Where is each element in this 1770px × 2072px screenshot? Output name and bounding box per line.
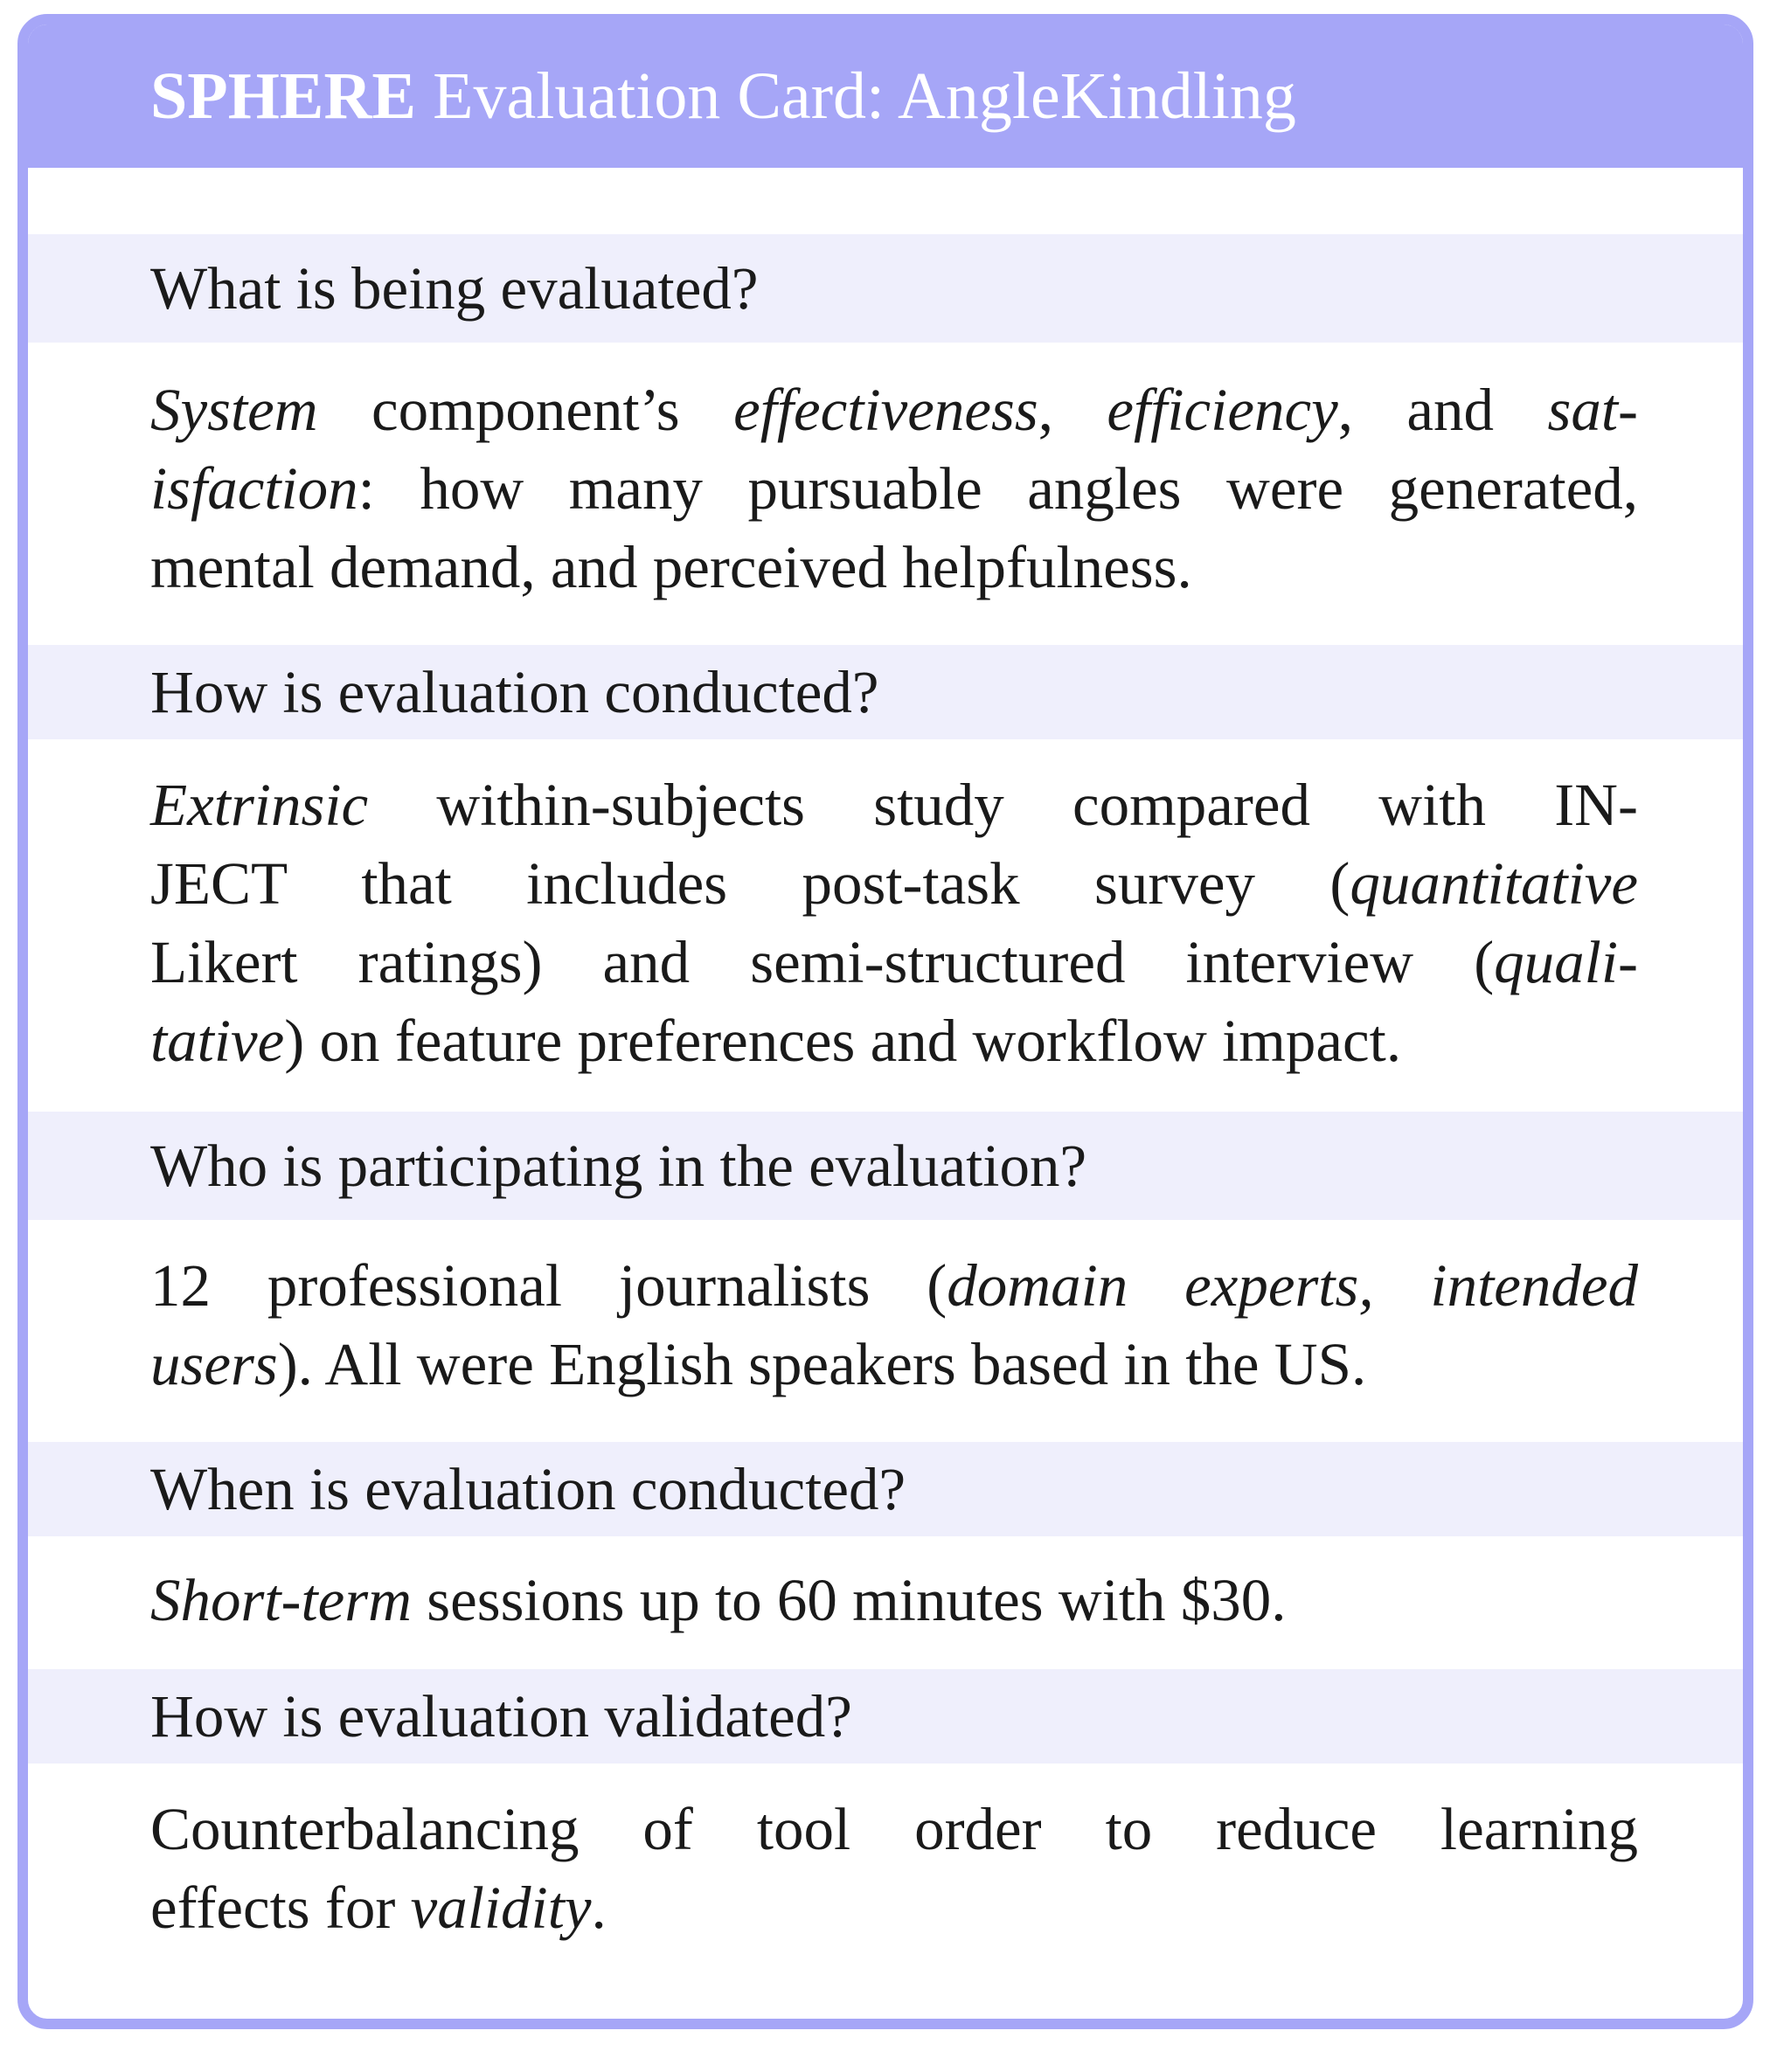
answer-emphasis: effectiveness <box>733 377 1038 443</box>
answer-text: within-subjects study compared with IN- <box>368 772 1638 838</box>
answer-text: component’s <box>317 377 734 443</box>
question-how-conducted: How is evaluation conducted? <box>28 645 1743 739</box>
answer-text: effects for <box>150 1875 411 1941</box>
answer-text: mental demand, and perceived helpfulness. <box>150 534 1192 600</box>
answer-how-conducted <box>28 739 1743 1112</box>
answer-line <box>150 371 1638 449</box>
answer-line <box>150 1325 1638 1403</box>
answer-line <box>150 766 1638 844</box>
question-what: What is being evaluated? <box>28 234 1743 343</box>
evaluation-card <box>17 14 1753 2029</box>
card-title-text: Evaluation Card: AngleKindling <box>416 59 1296 133</box>
answer-emphasis: validity <box>410 1875 592 1941</box>
answer-line <box>150 1790 1638 1868</box>
answer-line <box>150 1001 1638 1080</box>
answer-emphasis: System <box>150 377 318 443</box>
answer-emphasis: quantitative <box>1350 850 1638 917</box>
answer-emphasis: sat- <box>1547 377 1638 443</box>
answer-when <box>28 1536 1743 1669</box>
answer-text: Counterbalancing of tool order to reduce learning <box>150 1796 1638 1862</box>
question-who: Who is participating in the evaluation? <box>28 1112 1743 1220</box>
answer-text: JECT that includes post-task survey ( <box>150 850 1350 917</box>
answer-text: : how many pursuable angles were generated, <box>357 455 1638 522</box>
answer-emphasis: isfaction <box>150 455 358 522</box>
answer-how-validated <box>28 1764 1743 1982</box>
answer-text: , and <box>1337 377 1548 443</box>
answer-emphasis: tative <box>150 1008 285 1074</box>
answer-emphasis: efficiency <box>1107 377 1338 443</box>
answer-line <box>150 844 1638 923</box>
card-title-brand: SPHERE <box>150 59 417 133</box>
answer-what <box>28 343 1743 645</box>
answer-line <box>150 923 1638 1001</box>
answer-line <box>150 449 1638 528</box>
answer-who <box>28 1220 1743 1442</box>
answer-emphasis: Short-term <box>150 1567 412 1633</box>
answer-text: 12 professional journalists ( <box>150 1252 947 1319</box>
card-header <box>28 24 1743 168</box>
answer-text: , <box>1038 377 1107 443</box>
answer-text: sessions up to 60 minutes with $30. <box>411 1567 1287 1633</box>
answer-line <box>150 1246 1638 1325</box>
question-when: When is evaluation conducted? <box>28 1442 1743 1536</box>
answer-text: ). All were English speakers based in the US. <box>277 1331 1367 1397</box>
answer-line <box>150 1561 1638 1639</box>
answer-text: Likert ratings) and semi-structured interview ( <box>150 929 1495 995</box>
answer-emphasis: users <box>150 1331 278 1397</box>
answer-line <box>150 528 1638 606</box>
answer-text: ) on feature preferences and workflow impact. <box>284 1008 1402 1074</box>
answer-emphasis: Extrinsic <box>150 772 369 838</box>
answer-emphasis: domain experts, intended <box>947 1252 1639 1319</box>
answer-emphasis: quali- <box>1494 929 1638 995</box>
answer-line <box>150 1868 1638 1947</box>
answer-text: . <box>591 1875 607 1941</box>
question-how-validated: How is evaluation validated? <box>28 1669 1743 1764</box>
card-body <box>28 168 1743 1982</box>
